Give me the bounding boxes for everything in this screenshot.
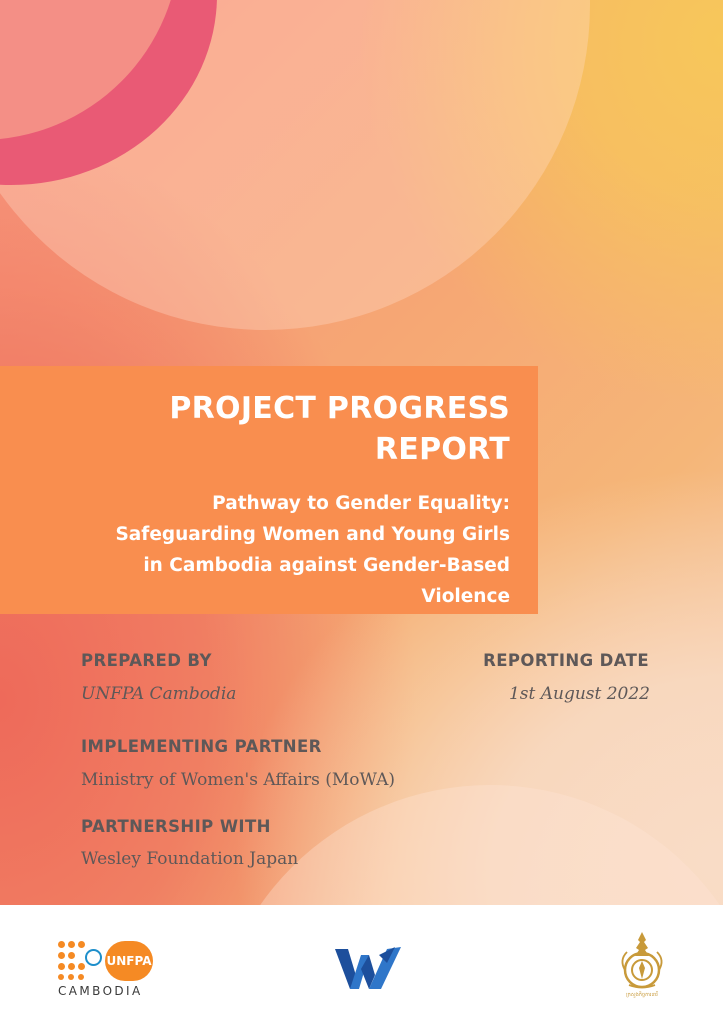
ministry-seal-caption: ក្រសួងកិច្ចការនារី [626,992,658,998]
unfpa-wordmark: UNFPA [105,941,153,981]
title-band [0,366,538,614]
subtitle-line-4: Violence [421,586,510,607]
partnership-label: PARTNERSHIP WITH [81,817,271,836]
ministry-seal-logo [617,930,667,998]
report-title-line-2: REPORT [374,432,510,467]
subtitle-line-2: Safeguarding Women and Young Girls [115,524,510,545]
reporting-date-value: 1st August 2022 [508,684,650,704]
implementing-partner-label: IMPLEMENTING PARTNER [81,737,322,756]
wesley-foundation-logo [335,945,403,991]
implementing-partner-value: Ministry of Women's Affairs (MoWA) [81,770,396,790]
decorative-circle-lower [210,785,723,905]
partnership-value: Wesley Foundation Japan [81,849,299,869]
prepared-by-value: UNFPA Cambodia [81,684,237,704]
un-emblem-icon [85,949,102,966]
report-title [169,388,510,470]
reporting-date-label: REPORTING DATE [483,651,649,670]
subtitle-line-1: Pathway to Gender Equality: [212,493,510,514]
unfpa-cambodia-logo [58,941,168,999]
unfpa-country-label: CAMBODIA [58,984,143,998]
report-subtitle [10,488,510,612]
prepared-by-label: PREPARED BY [81,651,212,670]
report-title-line-1: PROJECT PROGRESS [169,391,510,426]
subtitle-line-3: in Cambodia against Gender-Based [143,555,510,576]
